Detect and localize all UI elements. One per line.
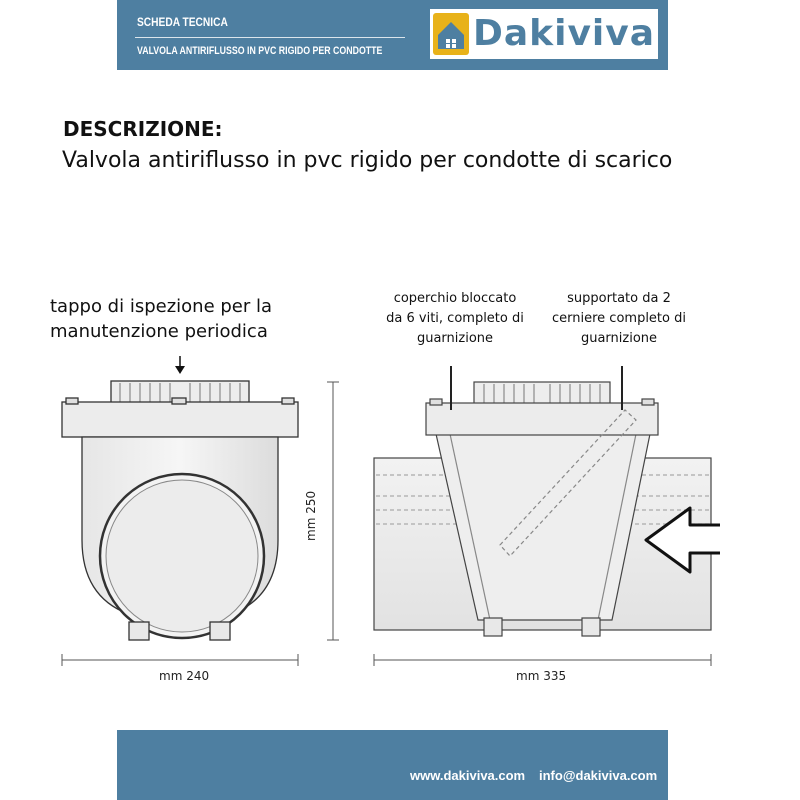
caption-right-line-2: cerniere completo di	[552, 311, 686, 326]
footer-banner	[117, 730, 668, 800]
footer-email-link[interactable]: info@dakiviva.com	[539, 768, 658, 783]
caption-left-line-2: manutenzione periodica	[50, 321, 268, 342]
header-subtitle: VALVOLA ANTIRIFLUSSO IN PVC RIGIDO PER CONDOTTE	[137, 45, 383, 57]
dimension-width-front: mm 240	[159, 669, 210, 683]
caption-mid-line-2: da 6 viti, completo di	[386, 311, 524, 326]
description-title: DESCRIZIONE:	[63, 117, 223, 141]
arrow-down-icon	[175, 356, 185, 374]
caption-mid-line-1: coperchio bloccato	[393, 291, 517, 306]
header-tag: SCHEDA TECNICA	[137, 15, 228, 29]
caption-left-line-1: tappo di ispezione per la	[50, 296, 273, 317]
caption-right-line-3: guarnizione	[580, 331, 658, 346]
caption-mid-line-3: guarnizione	[416, 331, 494, 346]
logo-text: Dakiviva	[473, 13, 656, 54]
footer-website-link[interactable]: www.dakiviva.com	[410, 768, 526, 783]
dimension-height: mm 250	[304, 490, 318, 541]
description-text: Valvola antiriflusso in pvc rigido per condotte di scarico	[62, 148, 673, 173]
dimension-width-side: mm 335	[516, 669, 567, 683]
caption-right-line-1: supportato da 2	[567, 291, 671, 306]
side-view	[374, 366, 711, 636]
front-view	[62, 381, 298, 640]
